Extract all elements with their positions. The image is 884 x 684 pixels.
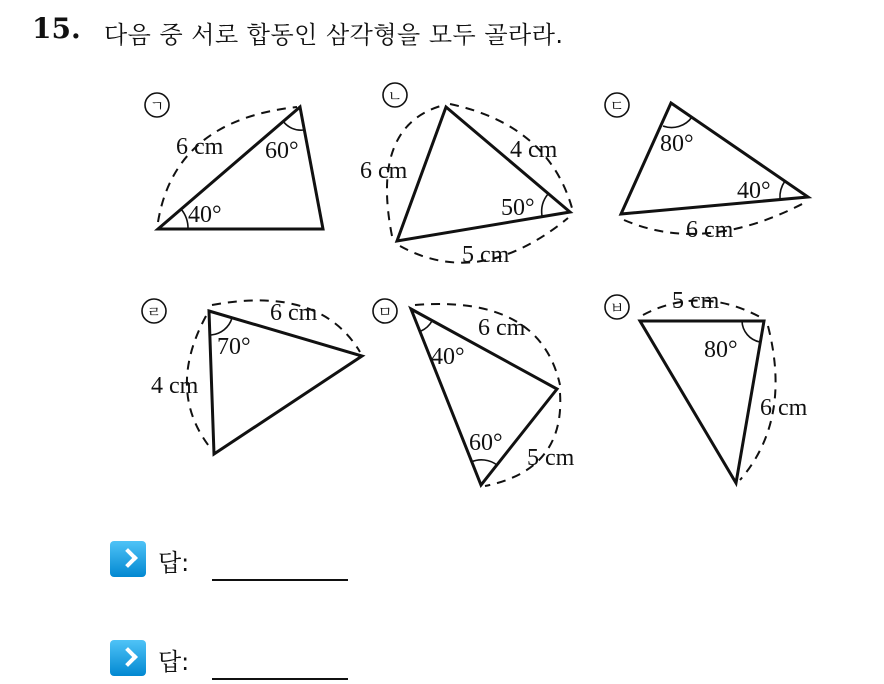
angle-b-50 <box>542 194 548 216</box>
angle-e-60 <box>471 460 497 465</box>
label-b-angle: 50° <box>501 195 535 221</box>
triangle-id: ㄹ <box>146 305 162 321</box>
label-a-angle: 60° <box>265 138 299 164</box>
label-d-angle: 70° <box>217 334 251 360</box>
angle-f-80 <box>742 321 760 342</box>
answer-blank[interactable] <box>212 579 348 581</box>
answer-label: 답: <box>158 549 190 577</box>
triangle-id: ㄱ <box>149 99 165 115</box>
label-f-angle: 80° <box>704 337 738 363</box>
label-c-angle: 40° <box>737 178 771 204</box>
triangle-b <box>397 107 570 241</box>
label-f-length: 5 cm <box>672 288 720 314</box>
label-b-length: 6 cm <box>360 158 408 184</box>
chevron-right-icon <box>110 640 146 676</box>
label-c-length: 6 cm <box>686 217 734 243</box>
label-b-length: 5 cm <box>462 242 510 268</box>
angle-a-40 <box>181 209 188 229</box>
triangle-id: ㅂ <box>609 301 625 317</box>
answer-blank[interactable] <box>212 678 348 680</box>
triangle-id: ㄴ <box>387 89 403 105</box>
triangle-f <box>640 321 764 483</box>
triangle-id: ㅁ <box>377 305 393 321</box>
label-e-length: 5 cm <box>527 445 575 471</box>
arc-a-6cm <box>158 107 297 222</box>
label-f-length: 6 cm <box>760 395 808 421</box>
angle-d-70 <box>211 318 232 335</box>
question-number: 15. <box>32 12 81 45</box>
triangle-id: ㄷ <box>609 99 625 115</box>
angle-c-40 <box>780 181 785 199</box>
label-e-length: 6 cm <box>478 315 526 341</box>
chevron-right-icon <box>110 541 146 577</box>
angle-e-40 <box>421 321 432 331</box>
label-b-length: 4 cm <box>510 137 558 163</box>
label-c-angle: 80° <box>660 131 694 157</box>
angle-a-60 <box>283 121 304 130</box>
label-e-angle: 60° <box>469 430 503 456</box>
triangle-d <box>209 311 362 454</box>
label-e-angle: 40° <box>431 344 465 370</box>
question-text: 다음 중 서로 합동인 삼각형을 모두 골라라. <box>104 21 564 49</box>
answer-label: 답: <box>158 648 190 676</box>
label-a-angle: 40° <box>188 202 222 228</box>
label-d-length: 6 cm <box>270 300 318 326</box>
angle-c-80 <box>663 117 692 128</box>
label-d-length: 4 cm <box>151 373 199 399</box>
label-a-length: 6 cm <box>176 134 224 160</box>
